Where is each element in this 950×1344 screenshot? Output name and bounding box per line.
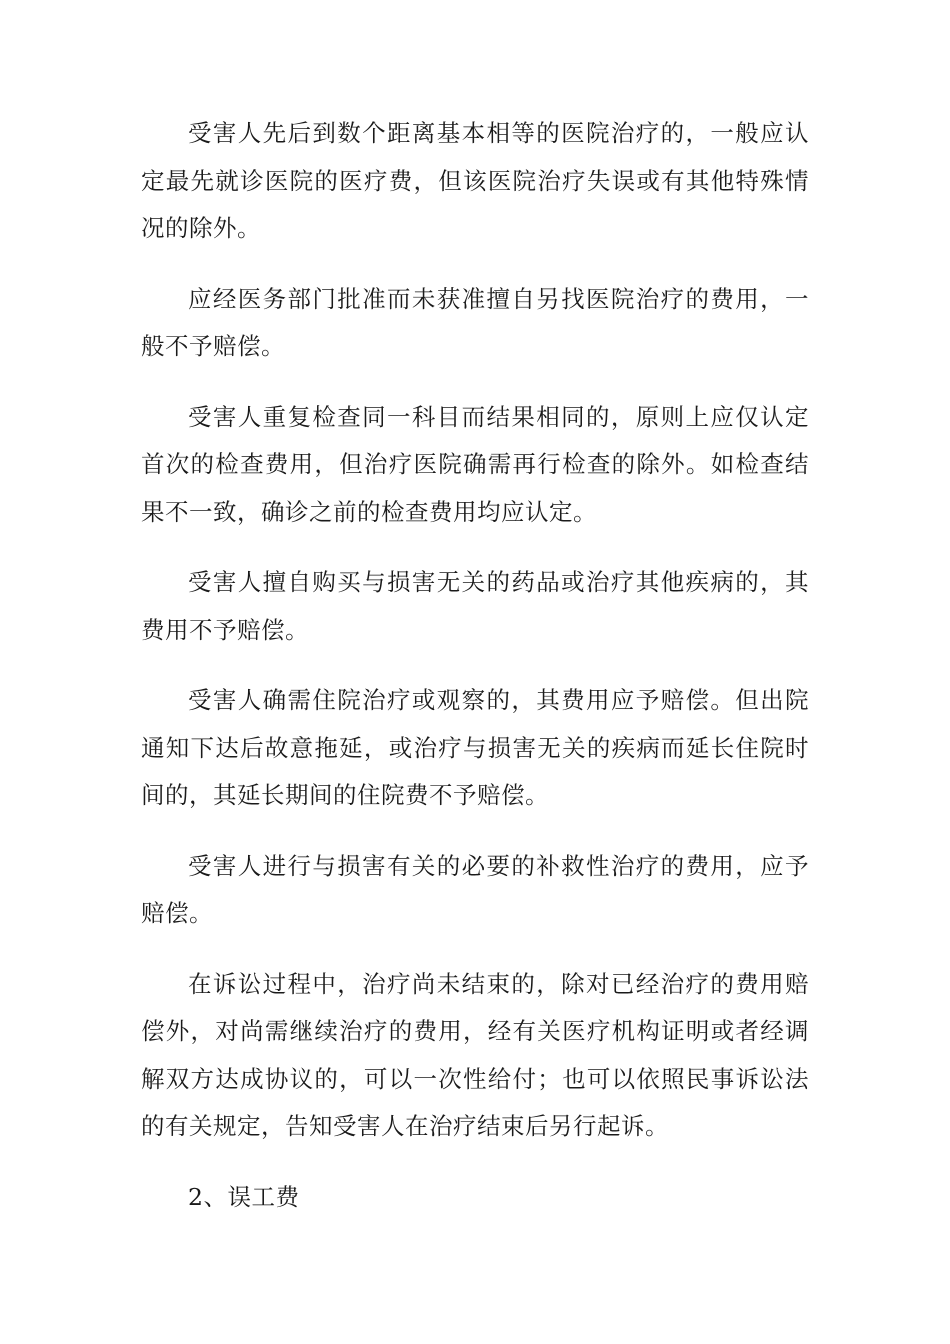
paragraph-4: 受害人擅自购买与损害无关的药品或治疗其他疾病的，其费用不予赔偿。	[141, 568, 809, 644]
paragraph-5: 受害人确需住院治疗或观察的，其费用应予赔偿。但出院通知下达后故意拖延，或治疗与损害无关的疾病而延长住院时间的，其延长期间的住院费不予赔偿。	[141, 686, 809, 809]
document-body	[141, 110, 809, 1221]
paragraph-1: 受害人先后到数个距离基本相等的医院治疗的，一般应认定最先就诊医院的医疗费，但该医院治疗失误或有其他特殊情况的除外。	[141, 119, 809, 242]
paragraph-7: 在诉讼过程中，治疗尚未结束的，除对已经治疗的费用赔偿外，对尚需继续治疗的费用，经有关医疗机构证明或者经调解双方达成协议的，可以一次性给付；也可以依照民事诉讼法的有关规定，告知受害人在治疗结束后另行起诉。	[141, 969, 809, 1140]
paragraph-2: 应经医务部门批准而未获准擅自另找医院治疗的费用，一般不予赔偿。	[141, 284, 809, 360]
paragraph-6: 受害人进行与损害有关的必要的补救性治疗的费用，应予赔偿。	[141, 851, 809, 927]
paragraph-3: 受害人重复检查同一科目而结果相同的，原则上应仅认定首次的检查费用，但治疗医院确需再行检查的除外。如检查结果不一致，确诊之前的检查费用均应认定。	[141, 402, 809, 526]
section-heading: 2、误工费	[188, 1182, 300, 1211]
